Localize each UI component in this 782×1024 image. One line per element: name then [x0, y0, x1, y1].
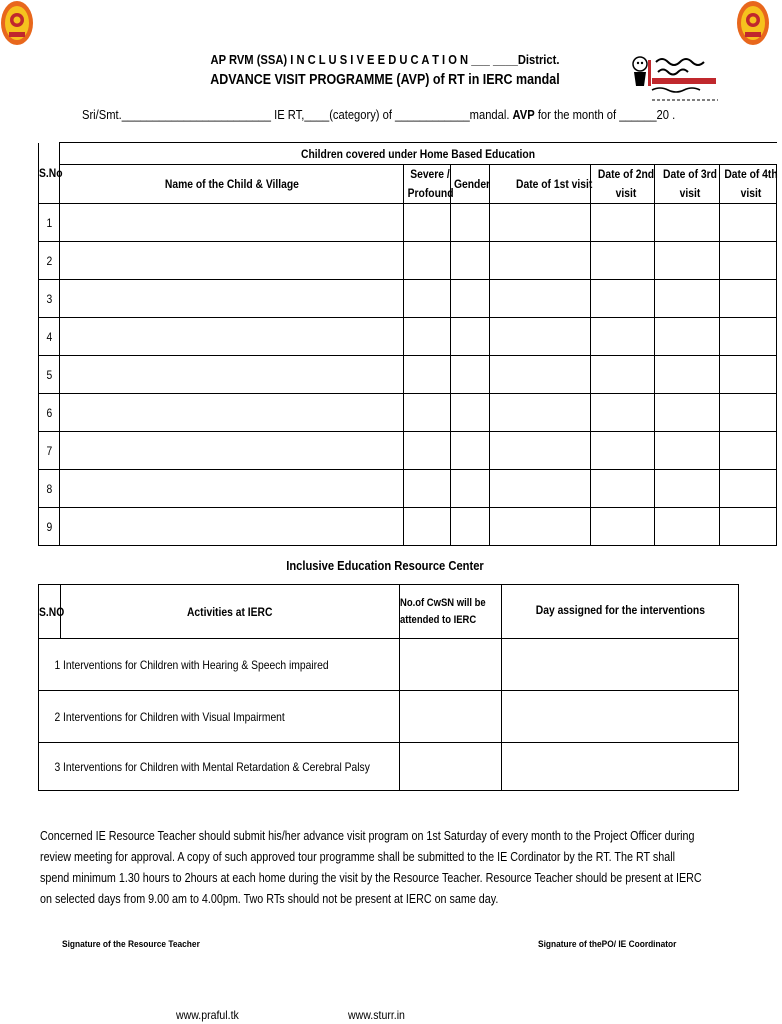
- visit1-cell[interactable]: [490, 242, 591, 280]
- visit1-cell[interactable]: [490, 280, 591, 318]
- name-cell[interactable]: [60, 394, 404, 432]
- table1-title: Children covered under Home Based Education: [60, 143, 777, 165]
- form-title: ADVANCE VISIT PROGRAMME (AVP) of RT in IERC mandal: [210, 72, 560, 88]
- visit1-cell[interactable]: [490, 356, 591, 394]
- visit2-cell[interactable]: [591, 318, 655, 356]
- gender-cell[interactable]: [451, 204, 490, 242]
- name-cell[interactable]: [60, 242, 404, 280]
- ssa-mascot-logo: [628, 50, 724, 106]
- footer-link-praful[interactable]: www.praful.tk: [176, 1008, 239, 1022]
- header-line-1: AP RVM (SSA) I N C L U S I V E E D U C A T I O N ___ ____District.: [210, 52, 560, 67]
- name-cell[interactable]: [60, 280, 404, 318]
- row-number: 6: [39, 394, 60, 432]
- visit1-cell[interactable]: [490, 508, 591, 546]
- visit1-cell[interactable]: [490, 394, 591, 432]
- row-number: 5: [39, 356, 60, 394]
- visit2-cell[interactable]: [591, 204, 655, 242]
- visit3-cell[interactable]: [655, 432, 720, 470]
- visit2-cell[interactable]: [591, 508, 655, 546]
- visit1-cell[interactable]: [490, 432, 591, 470]
- gender-cell[interactable]: [451, 318, 490, 356]
- col-name-header: Name of the Child & Village: [60, 165, 404, 204]
- activity-cell: Interventions for Children with Visual Impairment: [61, 691, 400, 743]
- table-row: [39, 470, 777, 508]
- row-number: 7: [39, 432, 60, 470]
- visit2-cell[interactable]: [591, 432, 655, 470]
- row-number: 1: [39, 204, 60, 242]
- col-severe-header: Severe / Profound: [404, 165, 451, 204]
- day-cell[interactable]: [502, 691, 739, 743]
- name-cell[interactable]: [60, 470, 404, 508]
- row-number: 3: [39, 280, 60, 318]
- ierc-section-title: Inclusive Education Resource Center: [286, 558, 484, 573]
- row-number: 4: [39, 318, 60, 356]
- visit3-cell[interactable]: [655, 470, 720, 508]
- name-cell[interactable]: [60, 204, 404, 242]
- gender-cell[interactable]: [451, 356, 490, 394]
- visit1-cell[interactable]: [490, 470, 591, 508]
- table-row: [39, 242, 777, 280]
- cwsn-cell[interactable]: [400, 691, 502, 743]
- severe-cell[interactable]: [404, 280, 451, 318]
- col-activities-header: Activities at IERC: [61, 585, 400, 639]
- severe-cell[interactable]: [404, 394, 451, 432]
- visit3-cell[interactable]: [655, 242, 720, 280]
- visit4-cell[interactable]: [720, 394, 777, 432]
- table-row: [39, 691, 739, 743]
- severe-cell[interactable]: [404, 508, 451, 546]
- table-row: [39, 743, 739, 791]
- col-sno-header: S.No: [39, 143, 60, 204]
- activity-cell: Interventions for Children with Hearing & Speech impaired: [61, 639, 400, 691]
- visit2-cell[interactable]: [591, 242, 655, 280]
- gender-cell[interactable]: [451, 280, 490, 318]
- table-row: [39, 432, 777, 470]
- visit4-cell[interactable]: [720, 242, 777, 280]
- header-line-3-c: for the month of ______20 .: [534, 107, 676, 122]
- ierc-activities-table: [38, 584, 739, 791]
- gender-cell[interactable]: [451, 470, 490, 508]
- visit3-cell[interactable]: [655, 280, 720, 318]
- table-row: [39, 280, 777, 318]
- severe-cell[interactable]: [404, 242, 451, 280]
- header-line-3: [82, 107, 675, 122]
- visit2-cell[interactable]: [591, 470, 655, 508]
- visit3-cell[interactable]: [655, 318, 720, 356]
- col-gender-header: Gender: [451, 165, 490, 204]
- severe-cell[interactable]: [404, 432, 451, 470]
- visit4-cell[interactable]: [720, 280, 777, 318]
- table-row: [39, 394, 777, 432]
- visit4-cell[interactable]: [720, 204, 777, 242]
- col-visit4-header: Date of 4th visit: [720, 165, 777, 204]
- name-cell[interactable]: [60, 508, 404, 546]
- row-number: 2: [39, 691, 61, 743]
- visit3-cell[interactable]: [655, 508, 720, 546]
- visit1-cell[interactable]: [490, 318, 591, 356]
- instructions-paragraph: Concerned IE Resource Teacher should submit his/her advance visit program on 1st Saturday of every month to the Project Officer during review meeting for approval. A copy of such approved tour programme shall be submitted to the IE Cordinator by the RT. The RT shall spend minimum 1.30 hours to 2hours at each home during the visit by the Resource Teacher. Resource Teacher should be present at IERC on selected days from 9.00 am to 4.00pm. Two RTs should not be present at IERC on same day.: [40, 829, 702, 906]
- activity-cell: Interventions for Children with Mental Retardation & Cerebral Palsy: [61, 743, 400, 791]
- visit3-cell[interactable]: [655, 204, 720, 242]
- visit2-cell[interactable]: [591, 356, 655, 394]
- row-number: 2: [39, 242, 60, 280]
- header-line-3-avp: AVP: [512, 107, 535, 122]
- severe-cell[interactable]: [404, 204, 451, 242]
- visit4-cell[interactable]: [720, 356, 777, 394]
- row-number: 9: [39, 508, 60, 546]
- row-number: 1: [39, 639, 61, 691]
- col-visit1-header: Date of 1st visit: [490, 165, 591, 204]
- gender-cell[interactable]: [451, 432, 490, 470]
- severe-cell[interactable]: [404, 318, 451, 356]
- col-day-header: Day assigned for the interventions: [502, 585, 739, 639]
- left-emblem-logo: [0, 0, 34, 46]
- gender-cell[interactable]: [451, 394, 490, 432]
- col-visit2-header: Date of 2nd visit: [591, 165, 655, 204]
- day-cell[interactable]: [502, 743, 739, 791]
- row-number: 8: [39, 470, 60, 508]
- table-row: [39, 356, 777, 394]
- visit1-cell[interactable]: [490, 204, 591, 242]
- visit3-cell[interactable]: [655, 356, 720, 394]
- table-row: [39, 204, 777, 242]
- row-number: 3: [39, 743, 61, 791]
- gender-cell[interactable]: [451, 242, 490, 280]
- col-visit3-header: Date of 3rd visit: [655, 165, 720, 204]
- table-row: [39, 639, 739, 691]
- footer-link-sturr[interactable]: www.sturr.in: [348, 1008, 405, 1022]
- signature-resource-teacher: Signature of the Resource Teacher: [62, 939, 200, 950]
- col-sno-header: S.NO: [39, 585, 61, 639]
- visit4-cell[interactable]: [720, 432, 777, 470]
- name-cell[interactable]: [60, 356, 404, 394]
- visit4-cell[interactable]: [720, 508, 777, 546]
- home-based-education-table: [38, 142, 777, 546]
- day-cell[interactable]: [502, 639, 739, 691]
- visit3-cell[interactable]: [655, 394, 720, 432]
- cwsn-cell[interactable]: [400, 639, 502, 691]
- name-cell[interactable]: [60, 318, 404, 356]
- signature-po-coordinator: Signature of thePO/ IE Coordinator: [538, 939, 677, 950]
- table-row: [39, 508, 777, 546]
- severe-cell[interactable]: [404, 470, 451, 508]
- severe-cell[interactable]: [404, 356, 451, 394]
- right-emblem-logo: [736, 0, 770, 46]
- header-line-3-a: Sri/Smt.________________________ IE RT,____(category) of ____________mandal.: [82, 107, 513, 122]
- visit4-cell[interactable]: [720, 470, 777, 508]
- table-row: [39, 318, 777, 356]
- visit4-cell[interactable]: [720, 318, 777, 356]
- visit2-cell[interactable]: [591, 280, 655, 318]
- col-cwsn-header: No.of CwSN will be attended to IERC: [400, 585, 502, 639]
- visit2-cell[interactable]: [591, 394, 655, 432]
- cwsn-cell[interactable]: [400, 743, 502, 791]
- gender-cell[interactable]: [451, 508, 490, 546]
- name-cell[interactable]: [60, 432, 404, 470]
